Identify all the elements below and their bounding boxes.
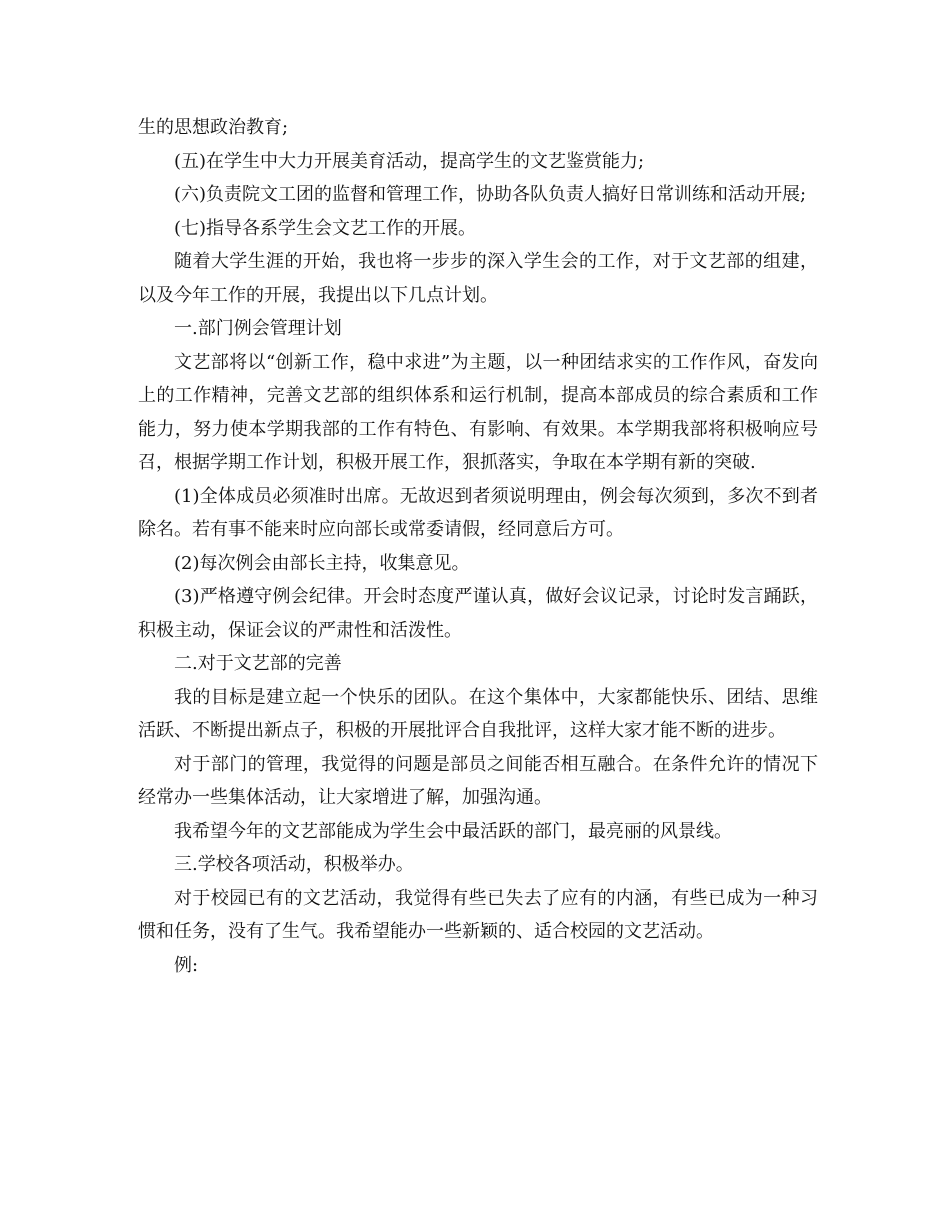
list-item: (1)全体成员必须准时出席。无故迟到者须说明理由，例会每次须到，多次不到者除名。若有事不能来时应向部长或常委请假，经同意后方可。 xyxy=(138,485,818,540)
paragraph: (六)负责院文工团的监督和管理工作，协助各队负责人搞好日常训练和活动开展; xyxy=(174,184,807,205)
section-heading: 二.对于文艺部的完善 xyxy=(174,653,342,674)
paragraph: 文艺部将以“创新工作，稳中求进”为主题，以一种团结求实的工作作风，奋发向上的工作精神，完善文艺部的组织体系和运行机制，提高本部成员的综合素质和工作能力，努力使本学期我部的工作有特色、有影响、有效果。本学期我部将积极响应号召，根据学期工作计划，积极开展工作，狠抓落实，争取在本学期有新的突破. xyxy=(138,351,818,473)
list-item: (2)每次例会由部长主持，收集意见。 xyxy=(174,552,470,574)
paragraph: 对于校园已有的文艺活动，我觉得有些已失去了应有的内涵，有些已成为一种习惯和任务，没有了生气。我希望能办一些新颖的、适合校园的文艺活动。 xyxy=(138,887,818,942)
list-item: (3)严格遵守例会纪律。开会时态度严谨认真，做好会议记录，讨论时发言踊跃，积极主动，保证会议的严肃性和活泼性。 xyxy=(138,586,818,641)
paragraph: 对于部门的管理，我觉得的问题是部员之间能否相互融合。在条件允许的情况下经常办一些集体活动，让大家增进了解，加强沟通。 xyxy=(138,753,818,808)
paragraph: (七)指导各系学生会文艺工作的开展。 xyxy=(174,217,477,239)
paragraph: 我的目标是建立起一个快乐的团队。在这个集体中，大家都能快乐、团结、思维活跃、不断提出新点子，积极的开展批评合自我批评，这样大家才能不断的进步。 xyxy=(138,686,818,741)
document-body xyxy=(138,111,818,982)
paragraph: 例: xyxy=(174,954,199,976)
paragraph: 随着大学生涯的开始，我也将一步步的深入学生会的工作，对于文艺部的组建，以及今年工作的开展，我提出以下几点计划。 xyxy=(138,251,818,306)
paragraph: 我希望今年的文艺部能成为学生会中最活跃的部门，最亮丽的风景线。 xyxy=(174,820,732,842)
section-heading: 一.部门例会管理计划 xyxy=(174,318,342,339)
section-heading: 三.学校各项活动，积极举办。 xyxy=(174,854,414,875)
paragraph: 生的思想政治教育; xyxy=(138,117,289,138)
paragraph: (五)在学生中大力开展美育活动，提高学生的文艺鉴赏能力; xyxy=(174,150,645,172)
